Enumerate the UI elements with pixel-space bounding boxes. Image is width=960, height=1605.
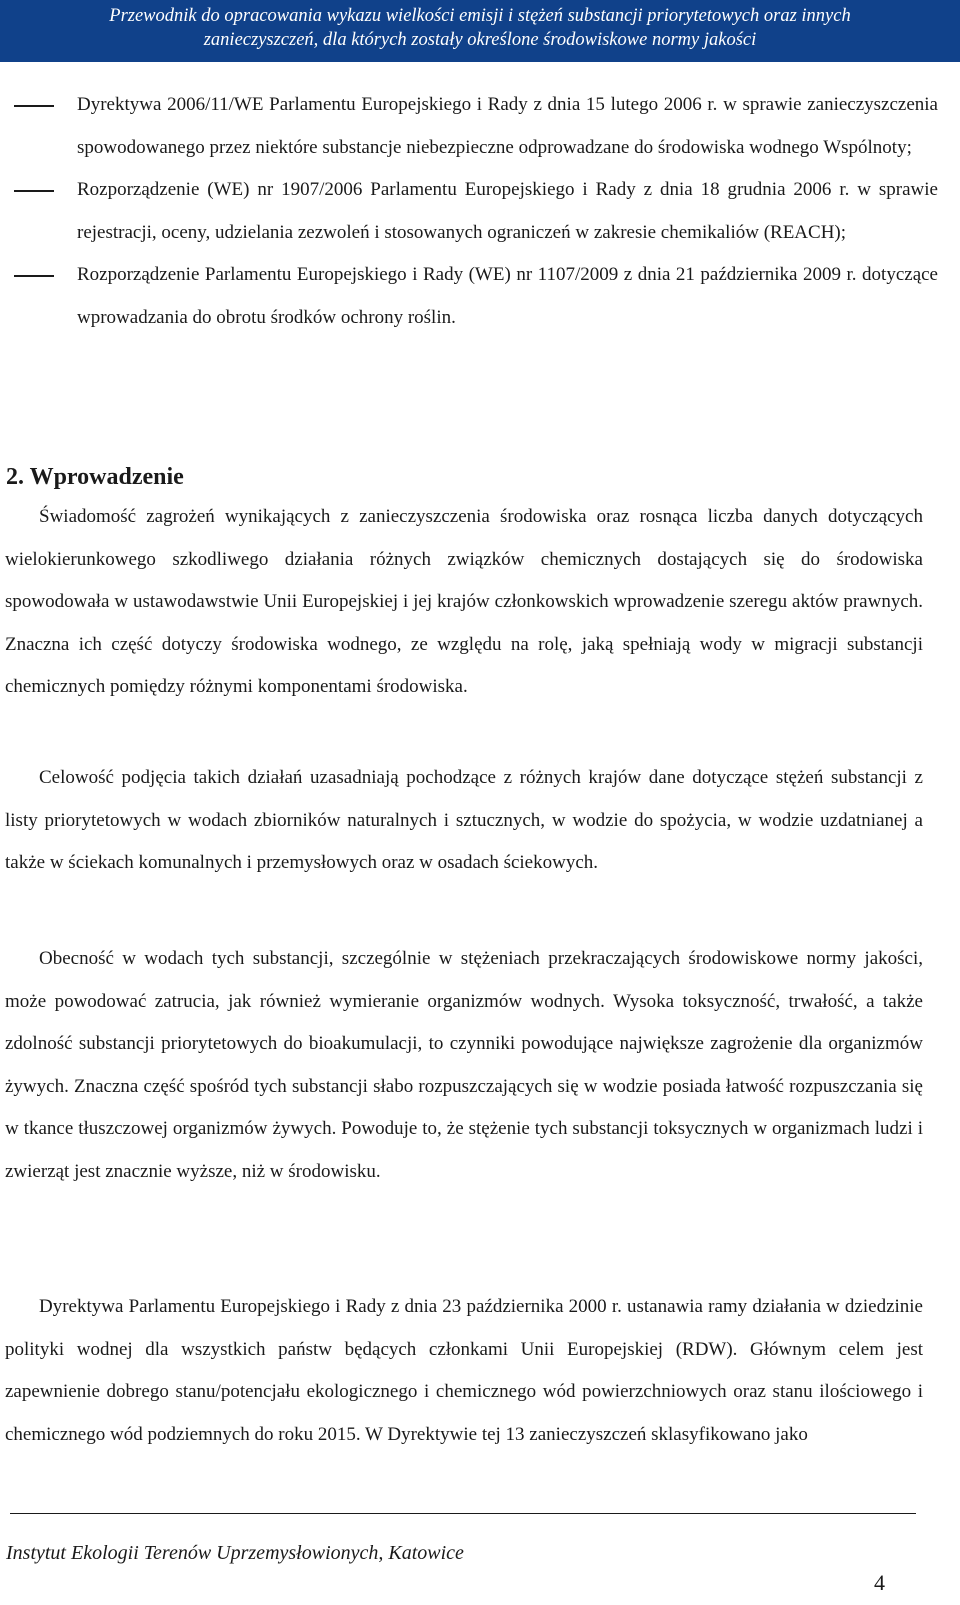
paragraph: Świadomość zagrożeń wynikających z zanieczyszczenia środowiska oraz rosnąca liczba danych dotyczących wielokierunkowego szkodliwego działania różnych związków chemicznych dostających się do środowiska spowodowała w ustawodawstwie Unii Europejskiej i jej krajów członkowskich wprowadzenie szeregu aktów prawnych. Znaczna ich część dotyczy środowiska wodnego, ze względu na rolę, jaką spełniają wody w migracji substancji chemicznych pomiędzy różnymi komponentami środowiska. — [5, 506, 923, 697]
section-title: 2. Wprowadzenie — [6, 464, 184, 490]
dash-bullet-icon — [14, 105, 54, 107]
header-line-1: Przewodnik do opracowania wykazu wielkości emisji i stężeń substancji priorytetowych oraz innych — [109, 6, 851, 26]
list-item — [0, 254, 960, 339]
header-line-2: zanieczyszczeń, dla których zostały określone środowiskowe normy jakości — [203, 30, 757, 50]
list-item-text: Rozporządzenie Parlamentu Europejskiego i Rady (WE) nr 1107/2009 z dnia 21 października 2009 r. dotyczące wprowadzania do obrotu środków ochrony roślin. — [77, 264, 938, 328]
dash-bullet-icon — [14, 275, 54, 277]
page-header — [0, 0, 960, 62]
paragraph: Dyrektywa Parlamentu Europejskiego i Rady z dnia 23 października 2000 r. ustanawia ramy działania w dziedzinie polityki wodnej dla wszystkich państw będących członkami Unii Europejskiej (RDW). Głównym celem jest zapewnienie dobrego stanu/potencjału ekologicznego i chemicznego wód powierzchniowych oraz stanu ilościowego i chemicznego wód podziemnych do roku 2015. W Dyrektywie tej 13 zanieczyszczeń sklasyfikowano jako — [5, 1296, 923, 1445]
page-number: 4 — [874, 1570, 885, 1595]
list-item-text: Rozporządzenie (WE) nr 1907/2006 Parlamentu Europejskiego i Rady z dnia 18 grudnia 2006 r. w sprawie rejestracji, oceny, udzielania zezwoleń i stosowanych ograniczeń w zakresie chemikaliów (REACH); — [77, 179, 938, 243]
list-item-text: Dyrektywa 2006/11/WE Parlamentu Europejskiego i Rady z dnia 15 lutego 2006 r. w sprawie zanieczyszczenia spowodowanego przez niektóre substancje niebezpieczne odprowadzane do środowiska wodnego Wspólnoty; — [77, 94, 938, 158]
legislation-list — [0, 84, 960, 339]
footer-institution: Instytut Ekologii Terenów Uprzemysłowionych, Katowice — [6, 1542, 464, 1564]
paragraph: Obecność w wodach tych substancji, szczególnie w stężeniach przekraczających środowiskowe normy jakości, może powodować zatrucia, jak również wymieranie organizmów wodnych. Wysoka toksyczność, trwałość, a także zdolność substancji priorytetowych do bioakumulacji, to czynniki powodujące największe zagrożenie dla organizmów żywych. Znaczna część spośród tych substancji słabo rozpuszczających się w wodzie posiada łatwość rozpuszczania się w tkance tłuszczowej organizmów żywych. Powoduje to, że stężenie tych substancji toksycznych w organizmach ludzi i zwierząt jest znacznie wyższe, niż w środowisku. — [5, 948, 923, 1182]
paragraph: Celowość podjęcia takich działań uzasadniają pochodzące z różnych krajów dane dotyczące stężeń substancji z listy priorytetowych w wodach zbiorników naturalnych i sztucznych, w wodzie do spożycia, w wodzie uzdatnianej a także w ściekach komunalnych i przemysłowych oraz w osadach ściekowych. — [5, 767, 923, 873]
list-item — [0, 84, 960, 169]
dash-bullet-icon — [14, 190, 54, 192]
footer-divider — [10, 1513, 916, 1514]
list-item — [0, 169, 960, 254]
